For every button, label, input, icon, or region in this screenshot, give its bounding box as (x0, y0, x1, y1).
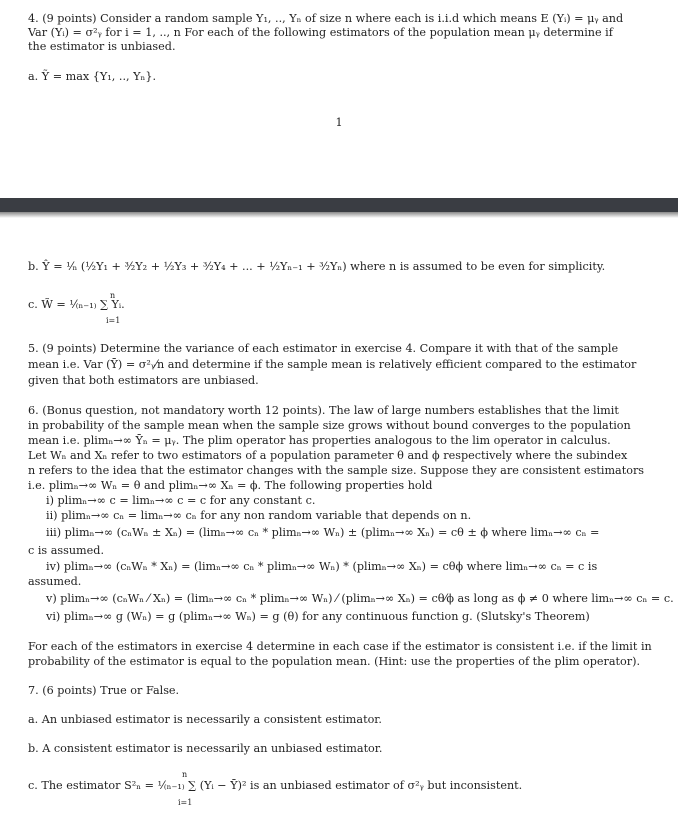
q4c-estimator: c. W̃ = ¹⁄₍ₙ₋₁₎ ∑ Yᵢ. (28, 298, 125, 311)
property-iii: iii) plimₙ→∞ (cₙWₙ ± Xₙ) = (limₙ→∞ cₙ * plimₙ→∞ Wₙ) ± (plimₙ→∞ Xₙ) = cθ ± ϕ where limₙ→∞ cₙ = (46, 526, 600, 539)
property-iv: iv) plimₙ→∞ (cₙWₙ * Xₙ) = (limₙ→∞ cₙ * plimₙ→∞ Wₙ) * (plimₙ→∞ Xₙ) = cθϕ where limₙ→∞ cₙ = c is (46, 560, 598, 573)
page-divider (0, 198, 678, 212)
q6-line-4: Let Wₙ and Xₙ refer to two estimators of a population parameter θ and ϕ respectively where the subindex (28, 449, 628, 462)
q5-line-3: given that both estimators are unbiased. (28, 374, 259, 387)
property-iv-continued: assumed. (28, 575, 82, 588)
page-number: 1 (335, 116, 343, 129)
q6-instruction-line-1: For each of the estimators in exercise 4 determine in each case if the estimator is consistent i.e. if the limit in (28, 640, 652, 653)
q7a-statement: a. An unbiased estimator is necessarily a consistent estimator. (28, 713, 382, 726)
q7c-sum-upper: n (182, 770, 188, 779)
q6-line-1: 6. (Bonus question, not mandatory worth 12 points). The law of large numbers establishes that the limit (28, 404, 619, 417)
q4c-sum-lower: i=1 (106, 316, 121, 325)
property-i: i) plimₙ→∞ c = limₙ→∞ c = c for any constant c. (46, 494, 316, 507)
q6-line-6: i.e. plimₙ→∞ Wₙ = θ and plimₙ→∞ Xₙ = ϕ. The following properties hold (28, 479, 433, 492)
q4a-estimator: a. Ỹ = max {Y₁, .., Yₙ}. (28, 70, 157, 83)
q7c-statement: c. The estimator S²ₙ = ¹⁄₍ₙ₋₁₎ ∑ (Yᵢ − Ȳ)² is an unbiased estimator of σ²ᵧ but inconsistent. (28, 779, 523, 792)
q6-instruction-line-2: probability of the estimator is equal to the population mean. (Hint: use the properties of the plim operator). (28, 655, 641, 668)
property-v: v) plimₙ→∞ (cₙWₙ ⁄ Xₙ) = (limₙ→∞ cₙ * plimₙ→∞ Wₙ) ⁄ (plimₙ→∞ Xₙ) = cθ⁄ϕ as long as ϕ ≠ 0 where limₙ→∞ cₙ = c. (46, 592, 674, 605)
q4-line-2: Var (Yᵢ) = σ²ᵧ for i = 1, .., n For each of the following estimators of the population mean μᵧ determine if (28, 26, 613, 39)
q4-line-1: 4. (9 points) Consider a random sample Y₁, .., Yₙ of size n where each is i.i.d which means E (Yᵢ) = μᵧ and (28, 12, 624, 25)
q7c-sum-lower: i=1 (178, 798, 193, 807)
q5-line-1: 5. (9 points) Determine the variance of each estimator in exercise 4. Compare it with that of the sample (28, 342, 619, 355)
property-ii: ii) plimₙ→∞ cₙ = limₙ→∞ cₙ for any non random variable that depends on n. (46, 509, 472, 522)
property-vi: vi) plimₙ→∞ g (Wₙ) = g (plimₙ→∞ Wₙ) = g (θ) for any continuous function g. (Slutsky's Theorem) (46, 610, 590, 623)
page-divider-shadow (0, 212, 678, 218)
q6-line-3: mean i.e. plimₙ→∞ Ȳₙ = μᵧ. The plim operator has properties analogous to the lim operator in calculus. (28, 434, 611, 447)
q7-heading: 7. (6 points) True or False. (28, 684, 180, 697)
q4b-estimator: b. Ŷ = ¹⁄ₙ (½Y₁ + ³⁄₂Y₂ + ½Y₃ + ³⁄₂Y₄ + ... + ½Yₙ₋₁ + ³⁄₂Yₙ) where n is assumed to be even for simplicity. (28, 260, 606, 273)
property-iii-continued: c is assumed. (28, 544, 105, 557)
q6-line-5: n refers to the idea that the estimator changes with the sample size. Suppose they are consistent estimators (28, 464, 645, 477)
q7b-statement: b. A consistent estimator is necessarily an unbiased estimator. (28, 742, 383, 755)
q4c-sum-upper: n (110, 291, 116, 300)
q6-line-2: in probability of the sample mean when the sample size grows without bound converges to the population (28, 419, 631, 432)
q5-line-2: mean i.e. Var (Ȳ) = σ²ᵧ⁄n and determine if the sample mean is relatively efficient compared to the estimator (28, 358, 637, 371)
q4-line-3: the estimator is unbiased. (28, 40, 176, 53)
